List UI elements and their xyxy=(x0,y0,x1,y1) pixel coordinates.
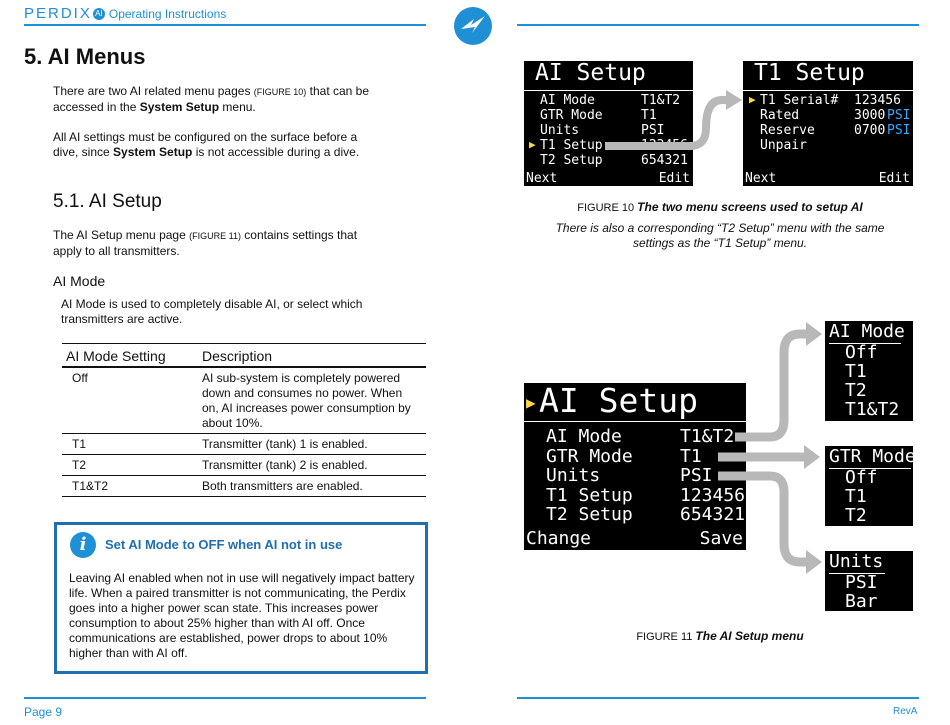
menu-item-value: 123456 xyxy=(854,93,901,108)
figure-10-caption: FIGURE 10 The two menu screens used to setup AI xyxy=(577,200,863,214)
menu-item-label: T1 Setup xyxy=(546,485,633,506)
menu-item-unit: PSI xyxy=(887,123,911,138)
fig10-arrow xyxy=(605,100,728,146)
selector-arrow-icon: ▶ xyxy=(529,138,536,151)
menu-item-label: T1 Serial# xyxy=(760,93,839,108)
ai-mode-arrow xyxy=(735,334,808,437)
table-cell-setting: Off xyxy=(62,367,198,434)
intro-paragraph-1: There are two AI related menu pages (FIGURE 10) that can be accessed in the System Setup menu. xyxy=(53,84,370,114)
intro-paragraph-2: All AI settings must be configured on the surface before a dive, since System Setup is not accessible during a dive. xyxy=(53,130,360,159)
menu-item-value: PSI xyxy=(680,465,713,486)
soft-button-next: Next xyxy=(745,171,777,186)
menu-item-value: T1 xyxy=(641,108,657,123)
table-cell-description: Transmitter (tank) 1 is enabled. xyxy=(198,434,426,455)
subsection-title: 5.1. AI Setup xyxy=(53,191,162,212)
option-item: Off xyxy=(845,342,878,363)
section-title: 5. AI Menus xyxy=(24,44,146,69)
option-item: T2 xyxy=(845,505,867,526)
option-item: T2 xyxy=(845,380,867,401)
menu-item-value: T1&T2 xyxy=(641,93,681,108)
option-item: T1&T2 xyxy=(845,399,900,420)
ai-mode-arrow-head xyxy=(806,322,822,346)
footer-rule-right xyxy=(517,697,919,699)
revision-label: RevA xyxy=(893,706,918,717)
options-title: GTR Mode xyxy=(829,446,916,467)
units-arrow xyxy=(718,476,808,562)
menu-item-label: AI Mode xyxy=(540,93,595,108)
table-cell-setting: T2 xyxy=(62,455,198,476)
menu-item-label: Units xyxy=(546,465,601,486)
menu-item-value: 0700 xyxy=(854,123,886,138)
table-cell-setting: T1 xyxy=(62,434,198,455)
screen-title: AI Setup xyxy=(539,381,698,420)
menu-item-label: Reserve xyxy=(760,123,815,138)
table-cell-setting: T1&T2 xyxy=(62,476,198,497)
menu-item-label: Unpair xyxy=(760,138,807,153)
info-icon: i xyxy=(70,532,96,558)
selector-arrow-icon: ▶ xyxy=(749,93,756,106)
screen-title: AI Setup xyxy=(535,60,646,86)
ai-mode-heading: AI Mode xyxy=(53,273,106,289)
note-title: Set AI Mode to OFF when AI not in use xyxy=(105,537,343,552)
soft-button-change: Change xyxy=(526,528,592,549)
page-number: Page 9 xyxy=(24,705,63,719)
table-cell-description: Both transmitters are enabled. xyxy=(198,476,426,497)
ai-mode-paragraph: AI Mode is used to completely disable AI, or select which transmitters are active. xyxy=(61,297,363,326)
ai-setup-paragraph: The AI Setup menu page (FIGURE 11) contains settings that apply to all transmitters. xyxy=(53,228,358,258)
menu-item-label: Units xyxy=(540,123,580,138)
figure-10-note: There is also a corresponding “T2 Setup” menu with the same settings as the “T1 Setup” menu. xyxy=(555,221,885,250)
menu-item-value: 654321 xyxy=(680,504,746,525)
table-header-description: Description xyxy=(198,344,426,368)
brand-ai-badge: AI xyxy=(93,8,105,20)
option-item: PSI xyxy=(845,572,878,593)
menu-item-value: 123456 xyxy=(641,138,688,153)
menu-item-value: T1&T2 xyxy=(680,426,735,447)
menu-item-label: T2 Setup xyxy=(540,153,603,168)
soft-button-edit: Edit xyxy=(878,171,910,186)
table-header-setting: AI Mode Setting xyxy=(62,344,198,368)
options-title: Units xyxy=(829,551,884,572)
soft-button-edit: Edit xyxy=(658,171,690,186)
menu-item-label: Rated xyxy=(760,108,800,123)
screen-title: T1 Setup xyxy=(754,60,865,86)
menu-item-value: PSI xyxy=(641,123,665,138)
menu-item-value: T1 xyxy=(680,446,702,467)
gtr-mode-arrow-head xyxy=(804,445,820,469)
table-cell-description: Transmitter (tank) 2 is enabled. xyxy=(198,455,426,476)
menu-item-value: 123456 xyxy=(680,485,746,506)
units-arrow-head xyxy=(806,550,822,574)
menu-item-label: T2 Setup xyxy=(546,504,633,525)
fig10-arrow-head xyxy=(726,90,742,110)
brand-name: PERDIX xyxy=(24,5,92,22)
menu-item-value: 3000 xyxy=(854,108,886,123)
note-body: Leaving AI enabled when not in use will negatively impact battery life. When a paired transmitter is not communicating, the Perdix goes into a higher power scan state. This increases power consumption to about 25% higher than with AI off. Once communications are established, power drops to about 10% higher than with AI off. xyxy=(69,571,415,660)
header-subtitle: Operating Instructions xyxy=(108,7,227,21)
menu-item-unit: PSI xyxy=(887,108,911,123)
option-item: Bar xyxy=(845,591,878,612)
figure-11-caption: FIGURE 11 The AI Setup menu xyxy=(636,629,804,643)
menu-item-label: GTR Mode xyxy=(546,446,633,467)
menu-item-label: T1 Setup xyxy=(540,138,603,153)
menu-item-label: AI Mode xyxy=(546,426,622,447)
option-item: T1 xyxy=(845,361,867,382)
soft-button-next: Next xyxy=(526,171,558,186)
options-title: AI Mode xyxy=(829,321,905,342)
table-cell-description: AI sub-system is completely powered down and consumes no power. When on, AI increases power consumption by about 10%. xyxy=(198,367,426,434)
menu-item-label: GTR Mode xyxy=(540,108,603,123)
footer-rule-left xyxy=(24,697,426,699)
option-item: Off xyxy=(845,467,878,488)
soft-button-save: Save xyxy=(699,528,743,549)
menu-item-value: 654321 xyxy=(641,153,688,168)
selector-arrow-icon: ▶ xyxy=(526,393,536,412)
option-item: T1 xyxy=(845,486,867,507)
